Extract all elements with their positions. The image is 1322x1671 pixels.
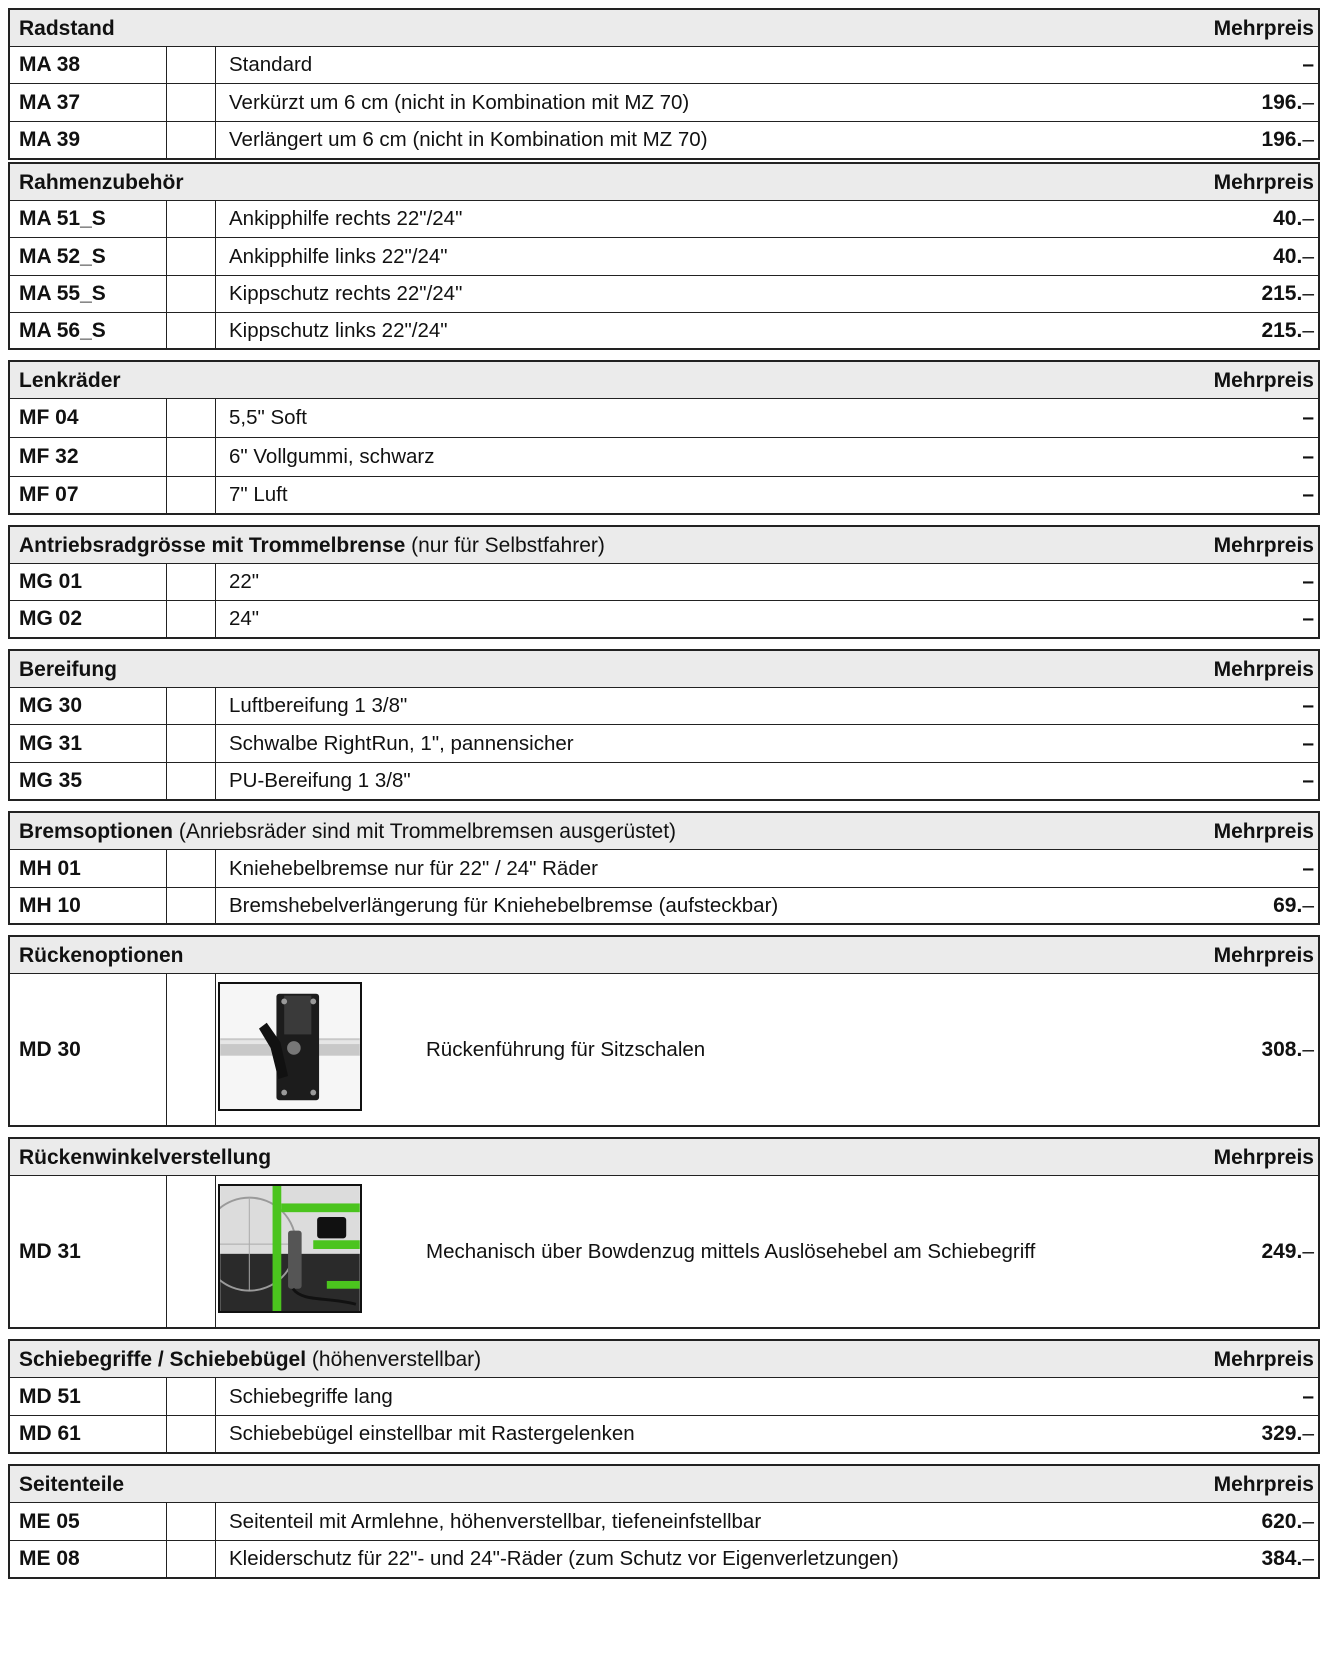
section-seitenteile xyxy=(8,1464,1320,1579)
table-row xyxy=(10,1416,1318,1452)
section-title-text: Radstand xyxy=(19,17,115,40)
article-description: Ankipphilfe links 22"/24" xyxy=(229,244,448,268)
section-title-text: Rückenoptionen xyxy=(19,944,184,967)
article-description: Rückenführung für Sitzschalen xyxy=(426,1037,706,1061)
article-price: – xyxy=(1302,694,1314,717)
article-code: MD 61 xyxy=(19,1422,81,1445)
table-row xyxy=(10,47,1318,84)
section-title-text: Lenkräder xyxy=(19,369,121,392)
table-row xyxy=(10,1541,1318,1577)
article-code: MG 35 xyxy=(19,769,83,792)
article-code: MF 04 xyxy=(19,406,79,429)
article-code: MG 02 xyxy=(19,607,83,630)
section-antriebsradgroesse xyxy=(8,525,1320,639)
section-title: Bremsoptionen (Anriebsräder sind mit Trommelbremsen ausgerüstet) xyxy=(19,820,677,843)
price-column-header: Mehrpreis xyxy=(1213,534,1314,557)
table-row xyxy=(10,850,1318,888)
article-code: MH 01 xyxy=(19,856,81,880)
article-description: Kippschutz rechts 22"/24" xyxy=(229,282,463,305)
table-row xyxy=(10,84,1318,122)
article-description: Schiebegriffe lang xyxy=(229,1384,393,1408)
section-title-text: Bereifung xyxy=(19,658,118,681)
price-column-header: Mehrpreis xyxy=(1213,17,1314,40)
article-code: MA 37 xyxy=(19,90,81,114)
article-code: MA 56_S xyxy=(19,318,106,342)
article-price: – xyxy=(1302,1384,1314,1408)
article-description: Kleiderschutz für 22"- und 24"-Räder (zum Schutz vor Eigenverletzungen) xyxy=(229,1547,899,1570)
article-description: 24" xyxy=(229,607,260,630)
price-column-header: Mehrpreis xyxy=(1213,1146,1314,1169)
article-price: 215. – xyxy=(1261,318,1314,342)
table-row xyxy=(10,725,1318,763)
table-row xyxy=(10,974,1318,1125)
article-price: 215. – xyxy=(1261,282,1314,305)
table-row xyxy=(10,438,1318,477)
table-row xyxy=(10,888,1318,923)
article-description: Seitenteil mit Armlehne, höhenverstellbar, tiefeneinfstellbar xyxy=(229,1509,762,1533)
table-row xyxy=(10,477,1318,513)
table-row xyxy=(10,1503,1318,1541)
price-column-header: Mehrpreis xyxy=(1213,820,1314,843)
table-row xyxy=(10,201,1318,238)
article-description: 5,5" Soft xyxy=(229,406,307,429)
table-row xyxy=(10,688,1318,725)
article-description: 6" Vollgummi, schwarz xyxy=(229,445,435,468)
article-code: MD 51 xyxy=(19,1384,81,1408)
section-bereifung xyxy=(8,649,1320,801)
article-code: MD 31 xyxy=(19,1239,81,1263)
price-column-header: Mehrpreis xyxy=(1213,171,1314,194)
article-price: – xyxy=(1302,445,1314,468)
section-bremsoptionen xyxy=(8,811,1320,925)
article-price: – xyxy=(1302,856,1314,880)
article-code: MG 30 xyxy=(19,694,83,717)
article-code: MD 30 xyxy=(19,1037,81,1061)
article-price: 40. – xyxy=(1273,244,1314,268)
article-code: MF 07 xyxy=(19,483,79,506)
article-price: – xyxy=(1302,570,1314,593)
article-price: 40. – xyxy=(1273,207,1314,230)
table-row xyxy=(10,763,1318,799)
article-price: 69. – xyxy=(1273,893,1314,917)
price-column-header: Mehrpreis xyxy=(1213,1348,1314,1371)
table-row xyxy=(10,399,1318,438)
article-code: ME 08 xyxy=(19,1547,80,1570)
article-description: PU-Bereifung 1 3/8" xyxy=(229,769,411,792)
table-row xyxy=(10,601,1318,637)
price-column-header: Mehrpreis xyxy=(1213,658,1314,681)
article-code: ME 05 xyxy=(19,1509,80,1533)
article-code: MG 31 xyxy=(19,731,83,755)
article-description: 7" Luft xyxy=(229,483,288,506)
article-code: MA 51_S xyxy=(19,207,106,230)
table-row xyxy=(10,276,1318,313)
article-price: 196. – xyxy=(1261,90,1314,114)
table-row xyxy=(10,122,1318,158)
article-description: Bremshebelverlängerung für Kniehebelbremse (aufsteckbar) xyxy=(229,893,779,917)
article-code: MF 32 xyxy=(19,445,79,468)
price-column-header: Mehrpreis xyxy=(1213,944,1314,967)
article-code: MH 10 xyxy=(19,893,81,917)
price-column-header: Mehrpreis xyxy=(1213,1473,1314,1496)
article-description: Schwalbe RightRun, 1", pannensicher xyxy=(229,731,574,755)
article-code: MA 55_S xyxy=(19,282,106,305)
article-price: – xyxy=(1302,769,1314,792)
article-price: 329. – xyxy=(1261,1422,1314,1445)
article-description: Verkürzt um 6 cm (nicht in Kombination mit MZ 70) xyxy=(229,90,690,114)
product-photo-back-guide xyxy=(218,982,362,1111)
section-rueckenwinkelverstellung xyxy=(8,1137,1320,1329)
article-price: – xyxy=(1302,483,1314,506)
article-description: Verlängert um 6 cm (nicht in Kombination mit MZ 70) xyxy=(229,128,708,151)
section-title-text: Seitenteile xyxy=(19,1473,125,1496)
article-price: 384. – xyxy=(1261,1547,1314,1570)
article-code: MA 39 xyxy=(19,128,81,151)
section-rueckenoptionen xyxy=(8,935,1320,1127)
price-column-header: Mehrpreis xyxy=(1213,369,1314,392)
table-row xyxy=(10,564,1318,601)
article-description: Luftbereifung 1 3/8" xyxy=(229,694,408,717)
section-radstand xyxy=(8,8,1320,160)
article-description: Schiebebügel einstellbar mit Rastergelenken xyxy=(229,1422,635,1445)
section-title: Antriebsradgrösse mit Trommelbrense (nur für Selbstfahrer) xyxy=(19,534,605,557)
article-price: – xyxy=(1302,731,1314,755)
article-price: 249. – xyxy=(1261,1239,1314,1263)
article-code: MG 01 xyxy=(19,570,83,593)
section-title-text: Rahmenzubehör xyxy=(19,171,184,194)
article-description: Standard xyxy=(229,53,313,76)
article-code: MA 38 xyxy=(19,53,81,76)
table-row xyxy=(10,313,1318,348)
section-schiebegriffe xyxy=(8,1339,1320,1454)
table-row xyxy=(10,238,1318,276)
article-description: Mechanisch über Bowdenzug mittels Auslösehebel am Schiebegriff xyxy=(426,1239,1036,1263)
article-price: 196. – xyxy=(1261,128,1314,151)
section-lenkraeder xyxy=(8,360,1320,515)
article-price: – xyxy=(1302,607,1314,630)
table-row xyxy=(10,1176,1318,1327)
section-rahmenzubehoer xyxy=(8,162,1320,350)
section-title: Schiebegriffe / Schiebebügel (höhenverstellbar) xyxy=(19,1348,482,1371)
article-description: Kniehebelbremse nur für 22" / 24" Räder xyxy=(229,856,598,880)
article-description: Ankipphilfe rechts 22"/24" xyxy=(229,207,463,230)
article-code: MA 52_S xyxy=(19,244,106,268)
article-price: – xyxy=(1302,406,1314,429)
article-description: 22" xyxy=(229,570,260,593)
section-title-text: Rückenwinkelverstellung xyxy=(19,1146,272,1169)
article-price: – xyxy=(1302,53,1314,76)
product-photo-bowden-cable xyxy=(218,1184,362,1313)
article-price: 308. – xyxy=(1261,1037,1314,1061)
article-description: Kippschutz links 22"/24" xyxy=(229,318,448,342)
article-price: 620. – xyxy=(1261,1509,1314,1533)
table-row xyxy=(10,1378,1318,1416)
